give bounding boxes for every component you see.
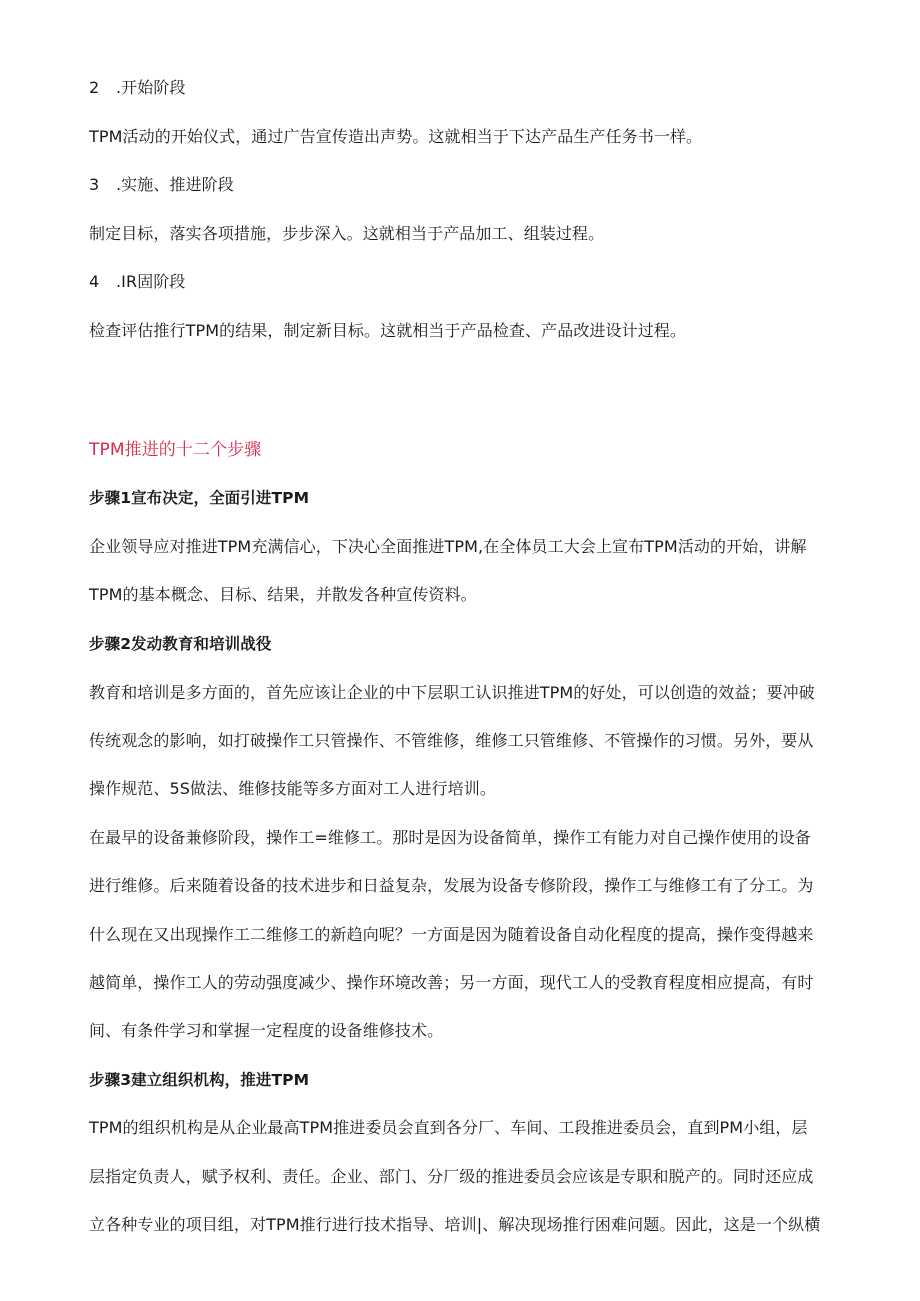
step-3-line: 立各种专业的项目组，对TPM推行进行技术指导、培训|、解决现场推行困难问题。因此，这是一个纵横	[89, 1215, 821, 1234]
phase-2-heading	[89, 77, 869, 99]
phase-number: 2	[89, 78, 100, 97]
phase-title: .实施、推进阶段	[116, 175, 234, 194]
phase-title: .开始阶段	[116, 78, 186, 97]
step-2-line: 在最早的设备兼修阶段，操作工=维修工。那时是因为设备简单，操作工有能力对自己操作使用的设备	[89, 828, 811, 847]
step-2-title: 步骤2发动教育和培训战役	[89, 635, 272, 653]
step-3-title: 步骤3建立组织机构，推进TPM	[89, 1071, 310, 1089]
step-1-line: TPM的基本概念、目标、结果，并散发各种宣传资料。	[89, 585, 477, 604]
phase-3-text: 制定目标，落实各项措施，步步深入。这就相当于产品加工、组装过程。	[89, 224, 605, 243]
phase-3-heading	[89, 174, 869, 196]
step-2-line: 进行维修。后来随着设备的技术进步和日益复杂，发展为设备专修阶段，操作工与维修工有了分工。为	[89, 876, 814, 895]
phase-number: 3	[89, 175, 100, 194]
section-title: TPM推进的十二个步骤	[89, 440, 262, 460]
phase-title: .IR固阶段	[116, 272, 186, 291]
step-2-line: 传统观念的影响，如打破操作工只管操作、不管维修，维修工只管维修、不管操作的习惯。另外，要从	[89, 731, 814, 750]
step-2-line: 什么现在又出现操作工二维修工的新趋向呢？一方面是因为随着设备自动化程度的提高，操作变得越来	[89, 925, 814, 944]
step-2-line: 越简单，操作工人的劳动强度减少、操作环境改善；另一方面，现代工人的受教育程度相应提高，有时	[89, 973, 814, 992]
phase-4-heading	[89, 271, 869, 293]
step-2-line: 间、有条件学习和掌握一定程度的设备维修技术。	[89, 1021, 444, 1040]
step-3-line: TPM的组织机构是从企业最高TPM推进委员会直到各分厂、车间、工段推进委员会，直到PM小组，层	[89, 1118, 808, 1137]
step-2-line: 操作规范、5S做法、维修技能等多方面对工人进行培训。	[89, 779, 496, 798]
step-2-line: 教育和培训是多方面的，首先应该让企业的中下层职工认识推进TPM的好处，可以创造的效益；要冲破	[89, 683, 815, 702]
step-3-line: 层指定负责人，赋予权利、责任。企业、部门、分厂级的推进委员会应该是专职和脱产的。同时还应成	[89, 1167, 814, 1186]
step-1-title: 步骤1宣布决定，全面引进TPM	[89, 489, 310, 507]
phase-4-text: 检查评估推行TPM的结果，制定新目标。这就相当于产品检查、产品改进设计过程。	[89, 321, 687, 340]
phase-number: 4	[89, 272, 100, 291]
phase-2-text: TPM活动的开始仪式，通过广告宣传造出声势。这就相当于下达产品生产任务书一样。	[89, 127, 703, 146]
step-1-line: 企业领导应对推进TPM充满信心，下决心全面推进TPM,在全体员工大会上宣布TPM活动的开始，讲解	[89, 537, 807, 556]
